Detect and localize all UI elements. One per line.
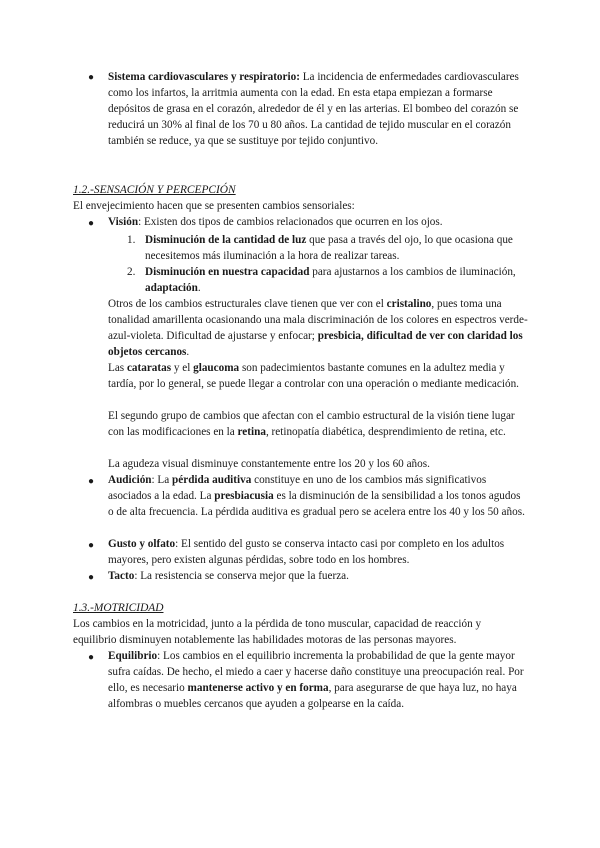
text: Las — [108, 362, 127, 374]
text: . — [186, 345, 190, 358]
paragraph — [108, 409, 528, 441]
text: : Los cambios en el equilibrio incrementa la probabilidad de que la gente mayor sufra caídas. De hecho, el miedo a caer y hacerse daño constituye una preocupación real. Por ello, es necesario — [108, 650, 524, 694]
term: Visión — [108, 216, 139, 228]
term: mantenerse activo y en forma — [187, 681, 329, 694]
section-heading: 1.2.-SENSACIÓN Y PERCEPCIÓN — [73, 184, 236, 196]
text: , pues toma una tonalidad amarillenta ocasionando una mala discriminación de los colores en espectros verde-azul-violeta. Dificultad de ajustarse y enfocar; — [108, 298, 528, 342]
term: cataratas — [126, 362, 172, 374]
list-number: 1. — [127, 234, 136, 246]
text: para ajustarnos a los cambios de iluminación, — [309, 266, 516, 278]
text: constituye en uno de los cambios más significativos asociados a la edad. La — [108, 474, 487, 502]
list-number: 2. — [127, 266, 136, 278]
term: Disminución de la cantidad de luz — [145, 234, 307, 246]
bullet-icon: ● — [88, 540, 95, 551]
list-item — [145, 265, 525, 297]
term: presbicia, dificultad de ver con claridad los objetos cercanos — [108, 329, 523, 358]
intro-text: El envejecimiento hacen que se presenten cambios sensoriales: — [73, 200, 355, 212]
bullet-icon: ● — [88, 652, 95, 663]
text: son padecimientos bastante comunes en la adultez media y tardía, por lo general, se puede llegar a controlar con una operación o mediante medicación. — [108, 362, 519, 390]
audicion-item — [108, 473, 528, 521]
text: que pasa a través del ojo, lo que ocasiona que necesitemos más iluminación a la hora de realizar tareas. — [145, 234, 513, 262]
text: La incidencia de enfermedades cardiovasculares como los infartos, la arritmia aumenta con la edad. En esta etapa empiezan a formarse depósitos de grasa en el corazón, alrededor de él y en las arterias. El bombeo del corazón se reducirá un 30% al final de los 70 u 80 años. La cantidad de tejido muscular en el corazón también se reduce, ya que se sustituye por tejido conjuntivo. — [108, 71, 519, 147]
text: El segundo grupo de cambios que afectan con el cambio estructural de la visión tiene lugar con las modificaciones en la — [108, 410, 515, 438]
term: presbiacusia — [214, 489, 274, 502]
term: Audición — [108, 474, 152, 486]
text: y el — [171, 362, 194, 374]
bullet-icon: ● — [88, 72, 95, 83]
text: : El sentido del gusto se conserva intacto casi por completo en los adultos mayores, pero existen algunas pérdidas, sobre todo en los hombres. — [108, 538, 505, 566]
text: , retinopatía diabética, desprendimiento de retina, etc. — [265, 425, 506, 438]
paragraph — [108, 361, 528, 393]
term: pérdida auditiva — [172, 474, 252, 486]
bullet-icon: ● — [88, 572, 95, 583]
text: : La resistencia se conserva mejor que la fuerza. — [134, 570, 349, 582]
text: : La — [151, 474, 173, 486]
bullet-icon: ● — [88, 476, 95, 487]
term: Equilibrio — [108, 650, 158, 662]
term: adaptación — [145, 281, 198, 294]
paragraph — [108, 297, 528, 361]
tacto-item — [108, 569, 528, 585]
text: , para asegurarse de que haya luz, no haya alfombras o muebles cercanos que ayuden a golpearse en la caída. — [108, 681, 517, 710]
term: Tacto — [108, 570, 135, 582]
paragraph: La agudeza visual disminuye constantemente entre los 20 y los 60 años. — [108, 458, 430, 470]
term: cristalino — [386, 298, 432, 310]
term: retina — [237, 425, 266, 438]
intro-text: Los cambios en la motricidad, junto a la pérdida de tono muscular, capacidad de reacción y equilibrio disminuyen notablemente las habilidades motoras de las personas mayores. — [73, 618, 482, 646]
text: Otros de los cambios estructurales clave tienen que ver con el — [108, 298, 387, 310]
cardiovascular-paragraph — [108, 70, 520, 150]
text: . — [197, 281, 201, 294]
term: glaucoma — [193, 362, 240, 374]
vision-item — [108, 215, 528, 231]
term: Sistema cardiovasculares y respiratorio: — [108, 71, 300, 83]
term: Gusto y olfato — [108, 538, 176, 550]
text: es la disminución de la sensibilidad a los tonos agudos o de alta frecuencia. La pérdida auditiva es gradual pero se acelera entre los 40 y los 50 años. — [108, 489, 525, 518]
term: Disminución en nuestra capacidad — [145, 266, 310, 278]
list-item — [145, 233, 525, 265]
gusto-item — [108, 537, 528, 569]
equilibrio-item — [108, 649, 528, 713]
bullet-icon: ● — [88, 218, 95, 229]
section-heading: 1.3.-MOTRICIDAD — [73, 602, 164, 614]
text: : Existen dos tipos de cambios relacionados que ocurren en los ojos. — [138, 216, 443, 228]
